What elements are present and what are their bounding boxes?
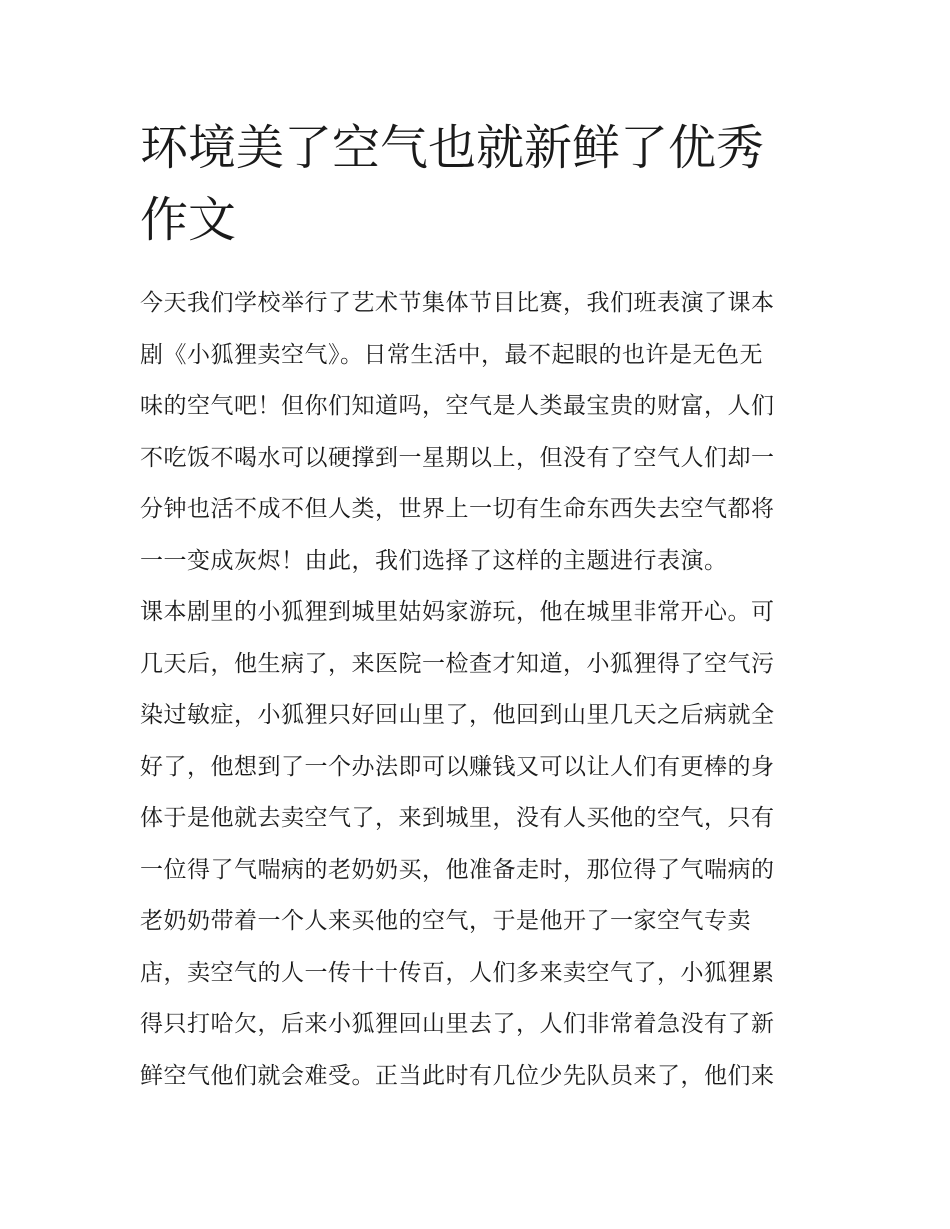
body-line: 课本剧里的小狐狸到城里姑妈家游玩，他在城里非常开心。可 xyxy=(140,599,775,625)
body-line: 味的空气吧！但你们知道吗，空气是人类最宝贵的财富，人们 xyxy=(140,393,775,419)
body-line: 鲜空气他们就会难受。正当此时有几位少先队员来了，他们来 xyxy=(140,1062,775,1089)
document-title xyxy=(140,112,764,256)
body-line: 几天后，他生病了，来医院一检查才知道，小狐狸得了空气污 xyxy=(140,650,775,677)
body-line: 一一变成灰烬！由此，我们选择了这样的主题进行表演。 xyxy=(140,547,728,574)
title-line: 作文 xyxy=(140,192,237,248)
body-line: 剧《小狐狸卖空气》。日常生活中，最不起眼的也许是无色无 xyxy=(140,341,763,368)
body-line: 好了，他想到了一个办法即可以赚钱又可以让人们有更棒的身 xyxy=(140,753,775,780)
body-line: 体于是他就去卖空气了，来到城里，没有人买他的空气，只有 xyxy=(140,805,775,831)
body-line: 老奶奶带着一个人来买他的空气，于是他开了一家空气专卖 xyxy=(140,908,751,934)
body-line: 今天我们学校举行了艺术节集体节目比赛，我们班表演了课本 xyxy=(140,290,775,316)
body-line: 得只打哈欠，后来小狐狸回山里去了，人们非常着急没有了新 xyxy=(140,1011,775,1037)
title-line: 环境美了空气也就新鲜了优秀 xyxy=(140,120,765,176)
body-line: 店，卖空气的人一传十十传百，人们多来卖空气了，小狐狸累 xyxy=(140,959,775,986)
body-line: 不吃饭不喝水可以硬撑到一星期以上，但没有了空气人们却一 xyxy=(140,444,775,471)
document-body xyxy=(140,278,820,1102)
body-line: 分钟也活不成不但人类，世界上一切有生命东西失去空气都将 xyxy=(140,496,775,522)
body-line: 染过敏症，小狐狸只好回山里了，他回到山里几天之后病就全 xyxy=(140,702,775,728)
body-line: 一位得了气喘病的老奶奶买，他准备走时，那位得了气喘病的 xyxy=(140,856,775,883)
